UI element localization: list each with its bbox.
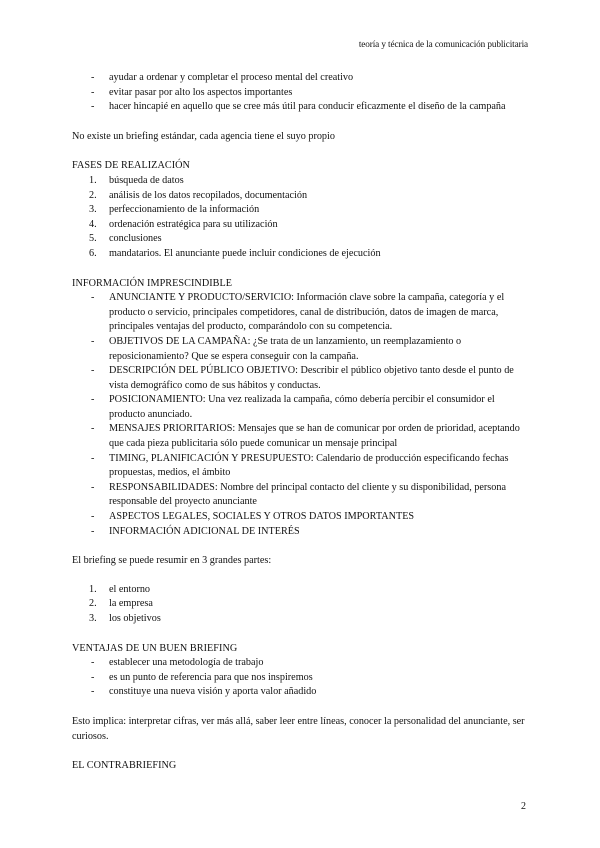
list-item-text: INFORMACIÓN ADICIONAL DE INTERÉS	[109, 525, 300, 537]
bullet-dash: -	[91, 101, 95, 113]
ventajas-bullet-list	[72, 656, 530, 700]
bullet-dash: -	[91, 511, 95, 523]
bullet-dash: -	[91, 452, 95, 464]
list-item	[72, 656, 530, 671]
list-number: 6.	[89, 247, 97, 259]
bullet-dash: -	[91, 292, 95, 304]
page-number: 2	[521, 801, 526, 812]
heading-ventajas: VENTAJAS DE UN BUEN BRIEFING	[72, 642, 238, 654]
list-item-text: establecer una metodología de trabajo	[109, 657, 264, 669]
fases-numbered-list	[72, 174, 530, 262]
list-item	[72, 232, 530, 247]
bullet-dash: -	[91, 686, 95, 698]
list-item-text: MENSAJES PRIORITARIOS: Mensajes que se han de comunicar por orden de prioridad, aceptando que cada pieza publicitaria sólo puede comunicar un mensaje principal	[109, 423, 520, 450]
list-item	[72, 612, 530, 627]
list-item-text: ASPECTOS LEGALES, SOCIALES Y OTROS DATOS IMPORTANTES	[109, 511, 415, 523]
list-item-text: POSICIONAMIENTO: Una vez realizada la campaña, cómo debería percibir el consumidor el producto anunciado.	[109, 394, 495, 420]
informacion-bullet-list	[72, 291, 530, 539]
list-number: 3.	[89, 613, 97, 624]
list-item	[72, 597, 530, 612]
list-item-text: ayudar a ordenar y completar el proceso mental del creativo	[109, 72, 354, 83]
running-header: teoría y técnica de la comunicación publicitaria	[358, 39, 528, 49]
list-item-text: los objetivos	[109, 613, 161, 624]
list-item	[72, 71, 530, 86]
list-item-text: ANUNCIANTE Y PRODUCTO/SERVICIO: Información clave sobre la campaña, categoría y el producto o servicio, principales competidores, canal de distribución, datos de imagen de marca, principales ventajas del producto, comparándolo con su competencia.	[109, 292, 505, 333]
bullet-dash: -	[91, 394, 95, 406]
bullet-dash: -	[91, 72, 95, 83]
bullet-dash: -	[91, 423, 95, 435]
heading-informacion: INFORMACIÓN IMPRESCINDIBLE	[72, 277, 233, 289]
intro-bullet-list	[72, 71, 530, 115]
list-item	[72, 291, 530, 335]
paragraph-no-standard: No existe un briefing estándar, cada agencia tiene el suyo propio	[72, 130, 335, 142]
bullet-dash: -	[91, 335, 95, 347]
paragraph-implica: Esto implica: interpretar cifras, ver más allá, saber leer entre líneas, conocer la personalidad del anunciante, ser curiosos.	[72, 715, 525, 742]
list-item	[72, 100, 530, 115]
list-item-text: hacer hincapié en aquello que se cree más útil para conducir eficazmente el diseño de la campaña	[109, 101, 506, 113]
list-item-text: TIMING, PLANIFICACIÓN Y PRESUPUESTO: Calendario de producción especificando fechas propuestas, medios, el ámbito	[109, 452, 509, 479]
list-item	[72, 671, 530, 686]
list-item	[72, 481, 530, 510]
list-item	[72, 510, 530, 525]
list-item	[72, 452, 530, 481]
bullet-dash: -	[91, 657, 95, 669]
list-item	[72, 203, 530, 218]
list-item-text: evitar pasar por alto los aspectos importantes	[109, 86, 293, 98]
bullet-dash: -	[91, 365, 95, 377]
page-content	[72, 71, 530, 774]
list-item	[72, 174, 530, 189]
list-item-text: búsqueda de datos	[109, 174, 184, 186]
list-number: 3.	[89, 204, 97, 216]
list-item	[72, 583, 530, 598]
list-item-text: mandatarios. El anunciante puede incluir condiciones de ejecución	[109, 247, 381, 259]
list-item-text: constituye una nueva visión y aporta valor añadido	[109, 686, 317, 698]
list-item	[72, 393, 530, 422]
bullet-dash: -	[91, 671, 95, 683]
list-item	[72, 685, 530, 700]
list-item-text: ordenación estratégica para su utilización	[109, 218, 278, 230]
list-item	[72, 218, 530, 233]
list-item	[72, 247, 530, 262]
list-item	[72, 335, 530, 364]
list-item-text: la empresa	[109, 598, 153, 610]
heading-fases: FASES DE REALIZACIÓN	[72, 160, 190, 172]
list-item-text: conclusiones	[109, 233, 162, 245]
partes-numbered-list	[72, 583, 530, 627]
bullet-dash: -	[91, 525, 95, 537]
list-item-text: perfeccionamiento de la información	[109, 204, 260, 216]
paragraph-resumir: El briefing se puede resumir en 3 grandes partes:	[72, 555, 272, 567]
list-number: 2.	[89, 189, 97, 201]
list-number: 1.	[89, 174, 97, 186]
list-number: 4.	[89, 218, 97, 230]
list-item	[72, 525, 530, 540]
list-item	[72, 189, 530, 204]
list-number: 2.	[89, 598, 97, 610]
list-item-text: análisis de los datos recopilados, documentación	[109, 189, 308, 201]
list-item	[72, 364, 530, 393]
list-number: 5.	[89, 233, 97, 245]
list-number: 1.	[89, 583, 97, 595]
bullet-dash: -	[91, 86, 95, 98]
list-item	[72, 422, 530, 451]
bullet-dash: -	[91, 481, 95, 493]
heading-contrabriefing: EL CONTRABRIEFING	[72, 760, 177, 772]
list-item-text: OBJETIVOS DE LA CAMPAÑA: ¿Se trata de un lanzamiento, un reemplazamiento o reposicionamiento? Que se espera conseguir con la campaña.	[109, 335, 462, 362]
list-item-text: DESCRIPCIÓN DEL PÚBLICO OBJETIVO: Describir el público objetivo tanto desde el punto de vista demográfico como de sus hábitos y conductas.	[109, 365, 514, 391]
list-item-text: es un punto de referencia para que nos inspiremos	[109, 671, 313, 683]
list-item-text: el entorno	[109, 583, 151, 595]
list-item-text: RESPONSABILIDADES: Nombre del principal contacto del cliente y su disponibilidad, persona responsable del proyecto anunciante	[109, 481, 506, 508]
list-item	[72, 86, 530, 101]
